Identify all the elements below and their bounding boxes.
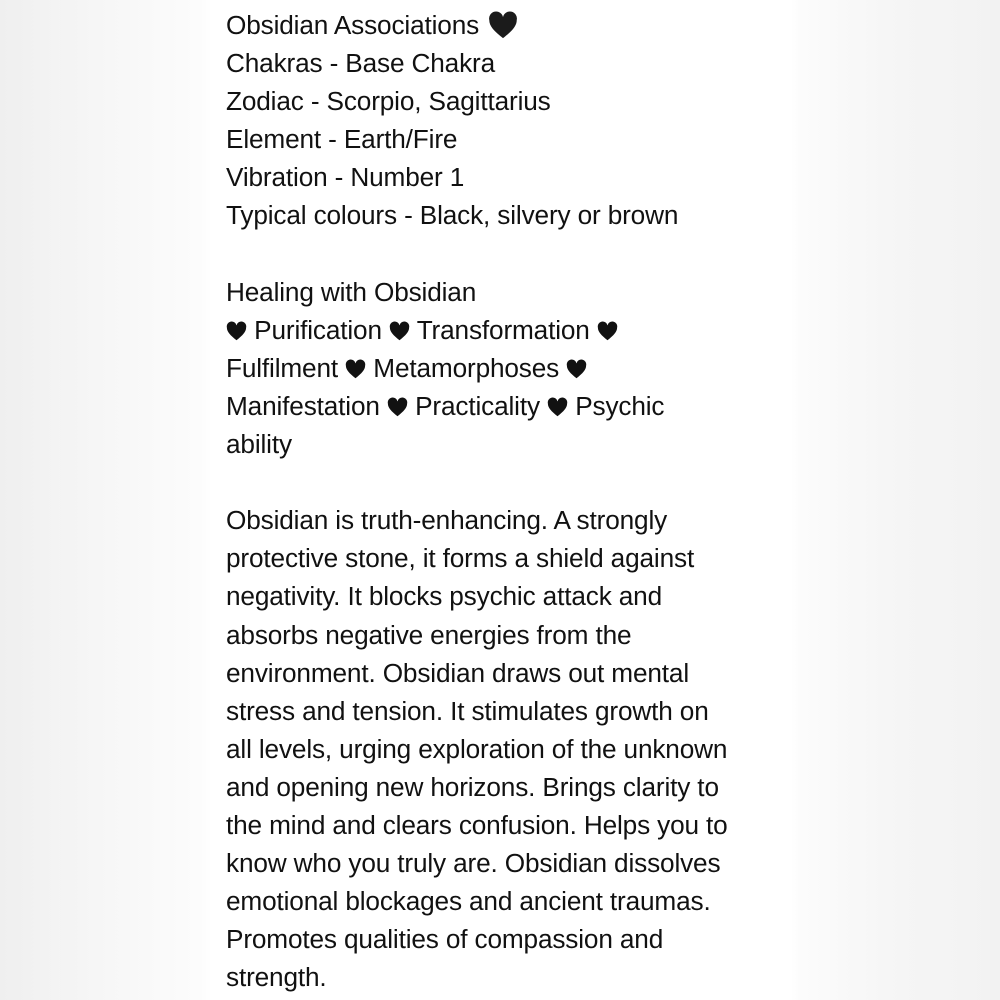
- healing-item: Fulfilment: [226, 352, 339, 383]
- healing-line-2: [226, 349, 786, 387]
- healing-heading: Healing with Obsidian: [226, 276, 477, 307]
- associations-title-line: [226, 6, 786, 44]
- paragraph-spacer: [226, 463, 786, 501]
- description-line: environment. Obsidian draws out mental: [226, 657, 690, 688]
- description-line: emotional blockages and ancient traumas.: [226, 886, 711, 917]
- black-heart-icon: [226, 321, 247, 341]
- associations-title: Obsidian Associations: [226, 10, 480, 40]
- note-page: [210, 0, 792, 1000]
- note-body: [226, 6, 786, 996]
- black-heart-icon: [389, 321, 410, 341]
- zodiac-line: Zodiac - Scorpio, Sagittarius: [226, 86, 551, 117]
- healing-item: Psychic: [575, 390, 665, 421]
- description-line: absorbs negative energies from the: [226, 619, 632, 650]
- healing-item: Practicality: [415, 390, 540, 421]
- description-line: negativity. It blocks psychic attack and: [226, 581, 663, 612]
- description-line: all levels, urging exploration of the unknown: [226, 733, 728, 764]
- paragraph-spacer: [226, 235, 786, 273]
- black-heart-icon: [345, 359, 366, 379]
- description-line: know who you truly are. Obsidian dissolves: [226, 848, 721, 879]
- healing-item: Transformation: [416, 314, 590, 345]
- description-line: the mind and clears confusion. Helps you to: [226, 809, 728, 840]
- healing-item: Manifestation: [226, 390, 380, 421]
- black-heart-icon: [387, 397, 408, 417]
- description-line: protective stone, it forms a shield against: [226, 543, 695, 574]
- black-heart-icon: [597, 321, 618, 341]
- healing-item: ability: [226, 429, 292, 460]
- healing-item: Purification: [254, 314, 382, 345]
- colours-line: Typical colours - Black, silvery or brown: [226, 200, 679, 231]
- chakras-line: Chakras - Base Chakra: [226, 48, 496, 79]
- element-line: Element - Earth/Fire: [226, 124, 458, 155]
- healing-line-1: [226, 311, 786, 349]
- description-line: Obsidian is truth-enhancing. A strongly: [226, 505, 668, 536]
- black-heart-icon: [488, 11, 518, 39]
- black-heart-icon: [566, 359, 587, 379]
- healing-line-3: [226, 387, 786, 425]
- description-line: stress and tension. It stimulates growth on: [226, 695, 709, 726]
- description-line: and opening new horizons. Brings clarity to: [226, 771, 719, 802]
- description-line: Promotes qualities of compassion and: [226, 924, 664, 955]
- description-line: strength.: [226, 962, 327, 993]
- healing-item: Metamorphoses: [373, 352, 560, 383]
- black-heart-icon: [547, 397, 568, 417]
- vibration-line: Vibration - Number 1: [226, 162, 465, 193]
- healing-line-4: [226, 425, 786, 463]
